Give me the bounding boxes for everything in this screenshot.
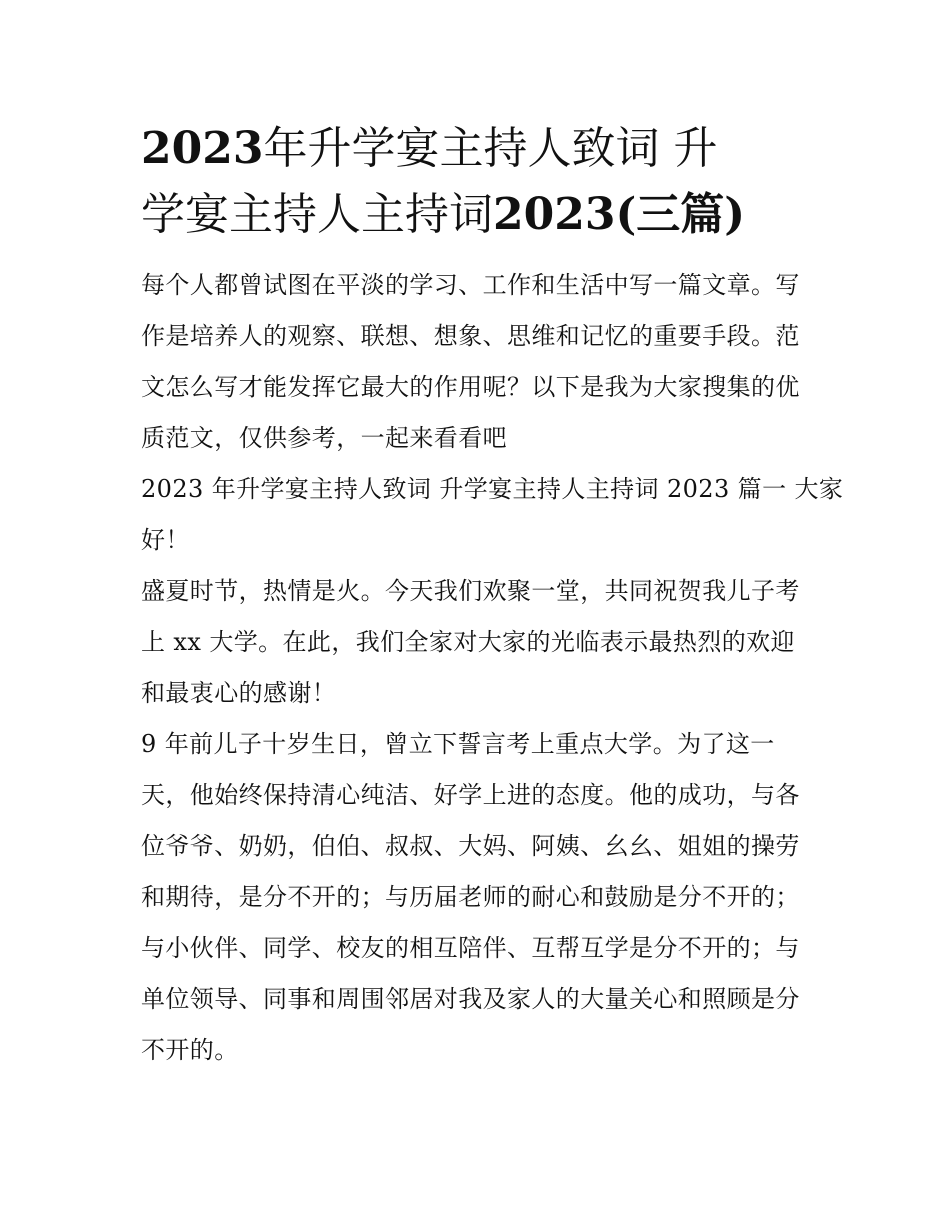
text-line: 与小伙伴、同学、校友的相互陪伴、互帮互学是分不开的；与	[141, 934, 800, 962]
text-line: 2023 年升学宴主持人致词 升学宴主持人主持词 2023 篇一 大家	[141, 475, 844, 503]
text-line: 质范文，仅供参考，一起来看看吧	[141, 424, 507, 452]
document-body	[141, 116, 844, 1076]
title-text: 学宴主持人主持词	[141, 189, 493, 240]
text-line: 文怎么写才能发挥它最大的作用呢？以下是我为大家搜集的优	[141, 373, 800, 401]
title-year: 2023	[141, 123, 264, 174]
text-line: 位爷爷、奶奶，伯伯、叔叔、大妈、阿姨、幺幺、姐姐的操劳	[141, 832, 800, 860]
title-line-1	[141, 116, 813, 182]
document-title	[141, 116, 813, 248]
paragraph-welcome	[141, 566, 813, 719]
text-line: 好！	[141, 526, 190, 554]
text-line: 每个人都曾试图在平淡的学习、工作和生活中写一篇文章。写	[141, 271, 800, 299]
text-line: 单位领导、同事和周围邻居对我及家人的大量关心和照顾是分	[141, 985, 800, 1013]
text-line: 天，他始终保持清心纯洁、好学上进的态度。他的成功，与各	[141, 781, 800, 809]
paragraph-intro	[141, 260, 813, 464]
title-line-2	[141, 182, 813, 248]
title-suffix: (三篇)	[615, 189, 746, 240]
text-line: 作是培养人的观察、联想、想象、思维和记忆的重要手段。范	[141, 322, 800, 350]
text-line: 和最衷心的感谢！	[141, 679, 337, 707]
text-line: 和期待，是分不开的；与历届老师的耐心和鼓励是分不开的；	[141, 883, 800, 911]
title-year: 2023	[493, 189, 616, 240]
paragraph-section-heading	[141, 464, 844, 566]
text-line: 不开的。	[141, 1036, 239, 1064]
text-line: 上 xx 大学。在此，我们全家对大家的光临表示最热烈的欢迎	[141, 628, 795, 656]
title-text: 年升学宴主持人致词 升	[263, 123, 718, 174]
paragraph-thanks	[141, 719, 813, 1076]
text-line: 盛夏时节，热情是火。今天我们欢聚一堂，共同祝贺我儿子考	[141, 577, 800, 605]
text-line: 9 年前儿子十岁生日，曾立下誓言考上重点大学。为了这一	[141, 730, 775, 758]
